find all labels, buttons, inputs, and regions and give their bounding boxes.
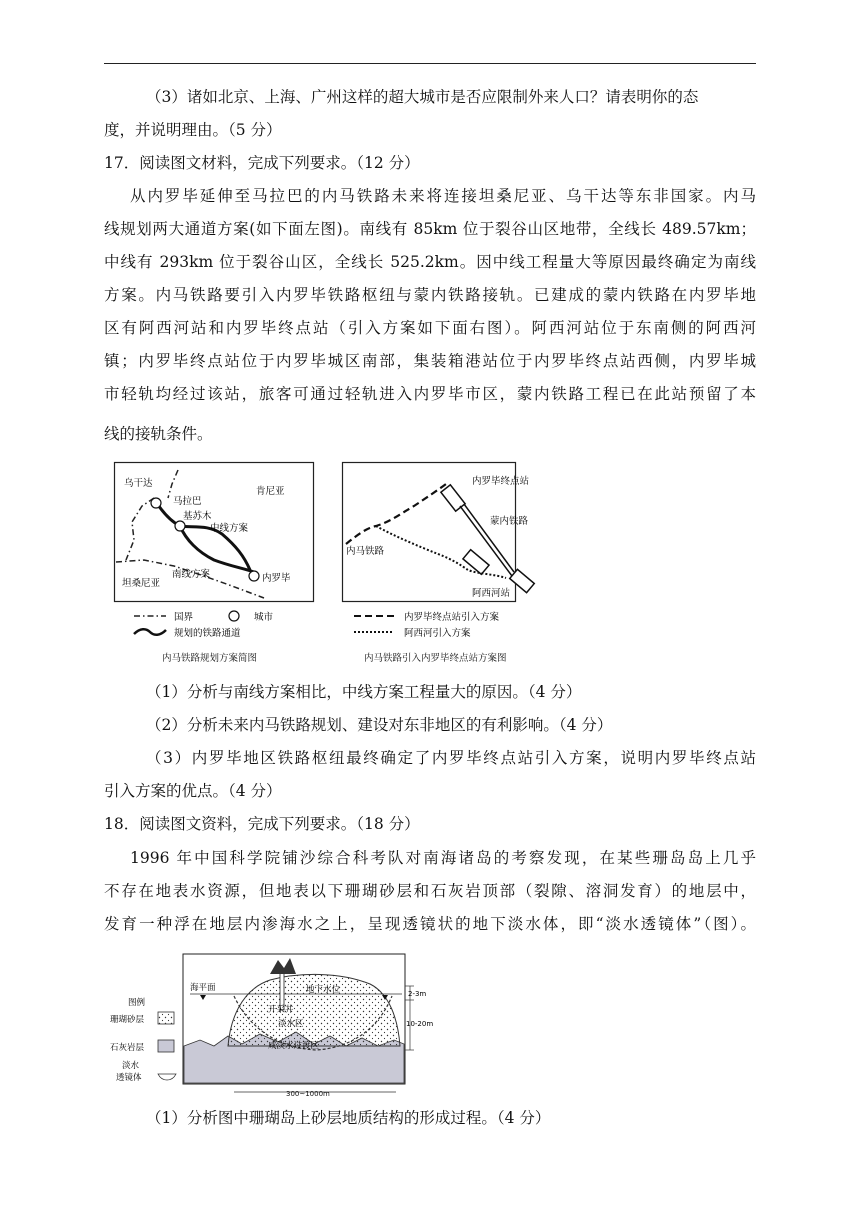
- dim-top-label: 2-3m: [408, 990, 427, 998]
- legend-athi-label: 阿西河引入方案: [404, 628, 471, 639]
- legend-limestone-symbol: [158, 1040, 174, 1052]
- legend-terminal-label: 内罗毕终点站引入方案: [404, 612, 500, 623]
- q17-sub1: （1）分析与南线方案相比，中线方案工程量大的原因。（4 分）: [146, 683, 582, 701]
- dim-side-label: 10-20m: [406, 1020, 434, 1028]
- q18-title: 18．阅读图文资料，完成下列要求。（18 分）: [104, 815, 420, 833]
- legend-coral-symbol: [158, 1012, 174, 1024]
- label-nm-railway: 内马铁路: [346, 546, 385, 557]
- q16-3-line1: （3）诸如北京、上海、广州这样的超大城市是否应限制外来人口？请表明你的态: [146, 88, 699, 106]
- sea-level-label: 海平面: [190, 983, 216, 993]
- well-symbol: [280, 970, 284, 1010]
- q17-sub3-line1: （3）内罗毕地区铁路枢纽最终确定了内罗毕终点站引入方案，说明内罗毕终点站: [146, 749, 756, 767]
- label-malaba: 马拉巴: [173, 496, 202, 507]
- dim-width-label: 300~1000m: [286, 1090, 330, 1098]
- q17-para-line: 区有阿西河站和内罗毕终点站（引入方案如下面右图）。阿西河站位于东南侧的阿西河: [104, 319, 756, 337]
- nairobi-malaba-route-map: [114, 462, 314, 602]
- right-map-caption: 内马铁路引入内罗毕终点站方案图: [364, 653, 507, 664]
- q17-sub2: （2）分析未来内马铁路规划、建设对东非地区的有利影响。（4 分）: [146, 716, 613, 734]
- label-terminal: 内罗毕终点站: [472, 476, 530, 487]
- well-label: 开采井: [268, 1005, 294, 1015]
- q18-sub1: （1）分析图中珊瑚岛上砂层地质结构的形成过程。（4 分）: [146, 1109, 551, 1127]
- legend-lens-label-1: 淡水: [122, 1061, 140, 1071]
- q16-3-line2: 度，并说明理由。（5 分）: [104, 121, 282, 139]
- q18-para-line: 不存在地表水资源，但地表以下珊瑚砂层和石灰岩顶部（裂隙、溶洞发育）的地层中，: [104, 882, 756, 900]
- label-athi: 阿西河站: [472, 588, 511, 599]
- freshwater-lens-diagram: [110, 950, 440, 1100]
- q17-title: 17．阅读图文材料，完成下列要求。（12 分）: [104, 154, 420, 172]
- q17-para-line: 从内罗毕延伸至马拉巴的内马铁路未来将连接坦桑尼亚、乌干达等东非国家。内马: [130, 187, 756, 205]
- legend-title: 图例: [128, 998, 146, 1008]
- legend-railway-symbol: [134, 629, 166, 635]
- legend-railway-label: 规划的铁路通道: [174, 628, 241, 639]
- legend-coral-label: 珊瑚砂层: [110, 1015, 145, 1025]
- label-nairobi: 内罗毕: [262, 573, 291, 584]
- q17-para-line: 市轻轨均经过该站，旅客可通过轻轨进入内罗毕市区，蒙内铁路工程已在此站预留了本: [104, 385, 756, 403]
- legend-border-label: 国界: [174, 612, 194, 623]
- q17-para-line: 线的接轨条件。: [104, 425, 213, 443]
- city-marker-nairobi: [249, 571, 259, 581]
- city-marker-kisumu: [175, 521, 185, 531]
- transition-label: 咸淡水过渡区: [268, 1041, 320, 1051]
- label-kisumu: 基苏木: [183, 511, 212, 522]
- legend-lens-symbol: [158, 1074, 176, 1080]
- left-map-caption: 内马铁路规划方案简图: [162, 653, 258, 664]
- label-central: 中线方案: [210, 523, 249, 534]
- q18-para-line: 1996 年中国科学院铺沙综合科考队对南海诸岛的考察发现，在某些珊岛岛上几乎: [130, 849, 756, 867]
- fresh-zone-label: 淡水区: [278, 1019, 304, 1029]
- right-map-legend: [342, 606, 532, 642]
- legend-city-label: 城市: [254, 612, 274, 623]
- nairobi-terminal-access-map: [342, 462, 530, 602]
- legend-lens-label-2: 透镜体: [116, 1073, 142, 1083]
- water-table-label: 地下水位: [306, 985, 341, 995]
- q17-sub3-line2: 引入方案的优点。（4 分）: [104, 782, 282, 800]
- label-kenya: 肯尼亚: [256, 486, 285, 497]
- q17-para-line: 线规划两大通道方案(如下面左图)。南线有 85km 位于裂谷山区地带，全线长 489.57km；: [104, 220, 756, 238]
- q18-para-line: 发育一种浮在地层内渗海水之上，呈现透镜状的地下淡水体，即“淡水透镜体”（图）。: [104, 915, 756, 933]
- legend-limestone-label: 石灰岩层: [110, 1043, 145, 1053]
- q17-para-line: 中线有 293km 位于裂谷山区，全线长 525.2km。因中线工程量大等原因最终确定为南线: [104, 253, 756, 271]
- left-map-legend: [114, 606, 314, 642]
- legend-city-symbol: [229, 611, 239, 621]
- label-southern: 南线方案: [172, 569, 211, 580]
- label-tanzania: 坦桑尼亚: [122, 578, 161, 589]
- q17-para-line: 方案。内马铁路要引入内罗毕铁路枢纽与蒙内铁路接轨。已建成的蒙内铁路在内罗毕地: [104, 286, 756, 304]
- q17-para-line: 镇；内罗毕终点站位于内罗毕城区南部，集装箱港站位于内罗毕终点站西侧，内罗毕城: [104, 352, 756, 370]
- header-rule: [104, 63, 756, 64]
- label-uganda: 乌干达: [124, 478, 153, 489]
- label-mombasa-nairobi: 蒙内铁路: [490, 516, 529, 527]
- city-marker-malaba: [151, 498, 161, 508]
